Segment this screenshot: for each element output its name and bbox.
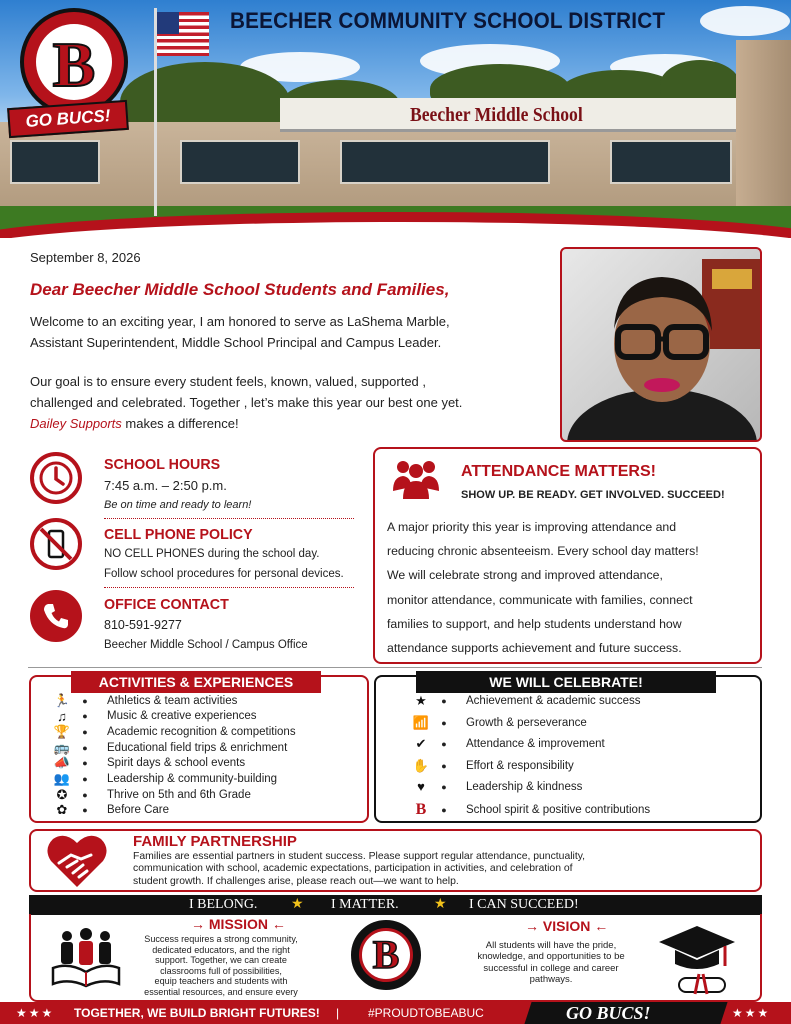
letter-greeting: Dear Beecher Middle School Students and Families,: [30, 280, 450, 299]
heart-handshake-icon: [45, 833, 109, 889]
activity-item: [51, 802, 169, 818]
music-note-icon: ♫: [57, 708, 67, 724]
checkmark-circle-icon: ✔: [415, 736, 427, 752]
mission-line: Success requires a strong community,: [144, 934, 298, 944]
megaphone-icon: 📣: [53, 755, 71, 771]
cell-phone-line: Follow school procedures for personal devices.: [104, 568, 344, 580]
activity-label: Educational field trips & enrichment: [107, 741, 288, 754]
school-hours-time: 7:45 a.m. – 2:50 p.m.: [104, 478, 227, 493]
bullet: ●: [441, 739, 447, 750]
celebrate-label: Achievement & academic success: [466, 695, 641, 707]
footer-stars: ★★★: [16, 1006, 55, 1020]
letter-date: September 8, 2026: [30, 250, 141, 265]
family-line: student growth. If challenges arise, please reach out—we want to help.: [133, 875, 459, 887]
activity-item: [51, 755, 245, 771]
attendance-line: families to support, and help students understand how: [387, 616, 682, 631]
celebrate-item: [410, 715, 587, 731]
no-phone-icon: [30, 518, 82, 570]
dotted-divider: [104, 587, 354, 588]
bullet: ●: [82, 727, 88, 738]
header-banner: [0, 0, 791, 238]
bus-icon: 🚌: [53, 739, 71, 755]
growth-chart-icon: 📶: [412, 714, 430, 730]
vision-line: pathways.: [529, 974, 573, 986]
celebrate-item: [410, 801, 650, 819]
star-badge-icon: ✪: [56, 786, 68, 802]
activity-label: Academic recognition & competitions: [107, 726, 296, 739]
celebrate-item: [410, 736, 605, 752]
activities-box: [29, 675, 369, 823]
activity-label: Before Care: [107, 804, 170, 817]
mission-title-text: MISSION: [208, 916, 269, 932]
footer-separator: |: [336, 1006, 340, 1020]
building-sign: Beecher Middle School: [410, 104, 583, 126]
belong-phrase: I BELONG.: [189, 897, 258, 912]
bullet: ●: [441, 805, 447, 815]
attendance-line: monitor attendance, communicate with families, connect: [387, 592, 693, 607]
bullet: ●: [82, 789, 88, 800]
attendance-line: We will celebrate strong and improved attendance,: [387, 568, 663, 583]
activity-item: [51, 771, 277, 787]
supports-rest: makes a difference!: [121, 416, 239, 431]
mission-line: equip teachers and students with: [154, 976, 288, 987]
center-logo: [351, 920, 421, 990]
activity-label: Thrive on 5th and 6th Grade: [107, 788, 251, 801]
dotted-divider: [104, 518, 354, 519]
graduation-cap-icon: [655, 920, 739, 996]
bullet: ●: [82, 774, 88, 784]
celebrate-item: [410, 779, 582, 794]
activity-label: Music & creative experiences: [107, 710, 257, 723]
bullet: ●: [441, 717, 447, 728]
celebrate-title: WE WILL CELEBRATE!: [416, 671, 716, 693]
office-phone: 810-591-9277: [104, 618, 182, 632]
vision-body: [463, 940, 639, 986]
family-title: FAMILY PARTNERSHIP: [133, 833, 297, 850]
activity-item: [51, 724, 296, 740]
celebrate-label: Growth & perseverance: [466, 716, 587, 729]
family-line: Families are essential partners in student success. Please support regular attendance, punctuality,: [133, 851, 586, 862]
letter-goal: [30, 371, 535, 434]
cloud: [700, 6, 790, 36]
star-icon: ★: [291, 897, 304, 912]
gobucs-ribbon-text: GO BUCS!: [24, 106, 112, 131]
raised-hand-icon: ✋: [412, 757, 430, 773]
district-title: BEECHER COMMUNITY SCHOOL DISTRICT: [230, 8, 666, 33]
mission-line: dedicated educators, and the right: [152, 944, 290, 955]
celebrate-label: School spirit & positive contributions: [466, 804, 651, 816]
principal-photo: [560, 247, 762, 442]
flower-badge-icon: ✿: [56, 802, 68, 818]
runner-icon: 🏃: [53, 693, 71, 708]
attendance-line: reducing chronic absenteeism. Every school day matters!: [387, 544, 699, 559]
bullet: ●: [441, 781, 447, 792]
people-group-icon: [389, 457, 443, 501]
supports-emphasis: Dailey Supports: [30, 416, 122, 431]
celebrate-label: Leadership & kindness: [466, 780, 583, 793]
flag-union: [157, 12, 179, 34]
vision-title-text: VISION: [542, 918, 591, 934]
mission-vision-box: [29, 914, 762, 1002]
activity-item: [51, 787, 251, 803]
activity-item: [51, 693, 237, 709]
activity-item: [51, 740, 287, 756]
celebrate-item: [410, 693, 641, 709]
mission-line: support. Together, we can create: [155, 955, 287, 966]
mission-title: → MISSION ←: [191, 916, 286, 932]
brick-tower: [736, 40, 791, 220]
bullet: ●: [82, 805, 88, 816]
belong-phrase: I CAN SUCCEED!: [469, 897, 579, 912]
attendance-box: [373, 447, 762, 664]
activity-item: [51, 709, 257, 724]
star-icon: ★: [415, 693, 427, 708]
activity-label: Athletics & team activities: [107, 695, 238, 707]
bullet: ●: [82, 696, 88, 706]
activities-title: ACTIVITIES & EXPERIENCES: [71, 671, 321, 693]
activity-label: Leadership & community-building: [107, 773, 278, 785]
star-icon: ★: [434, 897, 447, 912]
letter-intro-line: Welcome to an exciting year, I am honored to serve as LaShema Marble,: [30, 314, 450, 329]
mission-body: [131, 934, 311, 998]
footer-hashtag: #PROUDTOBEABUC: [368, 1006, 484, 1020]
office-contact-title: OFFICE CONTACT: [104, 596, 229, 613]
window: [180, 140, 300, 184]
heart-icon: ♥: [417, 779, 425, 795]
bullet: ●: [441, 696, 447, 706]
family-line: communication with school, academic expectations, participation in activities, and celebration of: [133, 863, 573, 875]
logo-letter: B: [52, 29, 96, 100]
footer-stars: ★★★: [732, 1006, 771, 1020]
footer-slogan: TOGETHER, WE BUILD BRIGHT FUTURES!: [74, 1006, 320, 1020]
window: [340, 140, 550, 184]
attendance-line: attendance supports achievement and future success.: [387, 641, 682, 656]
cell-phone-line: NO CELL PHONES during the school day.: [104, 548, 320, 560]
trophy-icon: 🏆: [53, 724, 71, 740]
window: [10, 140, 100, 184]
belong-phrase: I MATTER.: [331, 897, 399, 912]
bullet: ●: [82, 711, 88, 722]
clock-icon: [30, 452, 82, 504]
school-logo: [20, 8, 128, 116]
bullet: ●: [82, 742, 88, 753]
celebrate-label: Effort & responsibility: [466, 759, 574, 772]
vision-line: knowledge, and opportunities to be: [477, 951, 625, 963]
bullet: ●: [441, 760, 447, 771]
bullet: ●: [82, 758, 88, 769]
office-location: Beecher Middle School / Campus Office: [104, 639, 308, 651]
school-hours-note: Be on time and ready to learn!: [104, 499, 252, 511]
celebrate-box: [374, 675, 762, 823]
letter-goal-line: [30, 413, 535, 434]
section-divider: [28, 667, 762, 668]
window: [610, 140, 732, 184]
attendance-body: [387, 515, 753, 660]
family-partnership-box: [29, 829, 762, 892]
belong-bar: [29, 895, 762, 915]
students-book-icon: [51, 928, 121, 988]
letter-intro-line: Assistant Superintendent, Middle School Principal and Campus Leader.: [30, 335, 442, 350]
celebrate-item: [410, 758, 574, 774]
letter-goal-line: Our goal is to ensure every student feels, known, valued, supported ,: [30, 374, 427, 389]
vision-line: All students will have the pride,: [485, 940, 617, 951]
attendance-title: ATTENDANCE MATTERS!: [461, 463, 656, 480]
footer-bar: [0, 1002, 791, 1024]
cell-phone-title: CELL PHONE POLICY: [104, 526, 253, 543]
mission-line: essential resources, and ensure every: [144, 986, 298, 997]
activity-label: Spirit days & school events: [107, 757, 246, 770]
attendance-line: A major priority this year is improving attendance and: [387, 520, 677, 534]
b-logo-icon: B: [415, 801, 427, 818]
school-hours-title: SCHOOL HOURS: [104, 456, 221, 473]
mission-line: classrooms full of possibilities,: [160, 965, 282, 976]
footer-gobucs: GO BUCS!: [566, 1003, 651, 1023]
group-icon: 👥: [53, 771, 71, 786]
attendance-subtitle: SHOW UP. BE READY. GET INVOLVED. SUCCEED!: [461, 489, 725, 501]
phone-icon: [30, 590, 82, 642]
letter-intro: [30, 311, 535, 353]
letter-goal-line: challenged and celebrated. Together , let’s make this year our best one yet.: [30, 395, 463, 410]
vision-title: → VISION ←: [525, 918, 609, 934]
vision-line: successful in college and career: [483, 962, 619, 974]
family-body: [133, 851, 723, 888]
celebrate-label: Attendance & improvement: [466, 738, 605, 751]
center-logo-letter: B: [372, 932, 400, 977]
